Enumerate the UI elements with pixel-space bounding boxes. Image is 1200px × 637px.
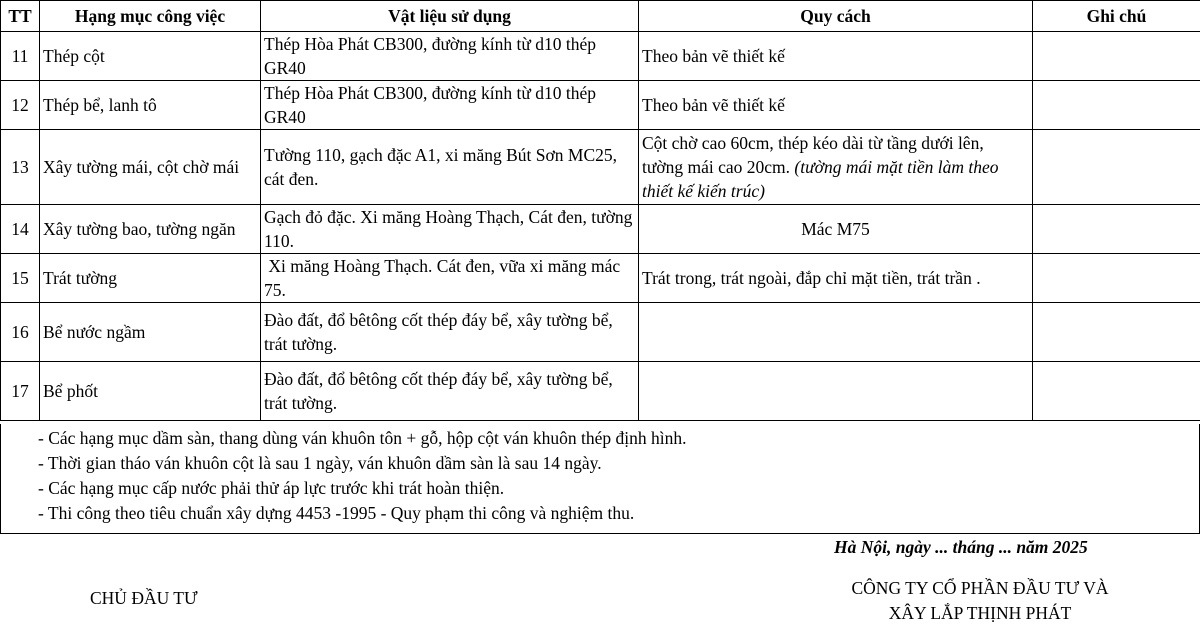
- row-spec: [639, 303, 1033, 362]
- table-row: [1, 130, 1200, 205]
- row-material: Thép Hòa Phát CB300, đường kính từ d10 thép GR40: [261, 81, 639, 130]
- row-spec-text: Theo bản vẽ thiết kế: [642, 95, 785, 115]
- table-row: [1, 81, 1200, 130]
- row-tt: 17: [1, 362, 40, 421]
- row-tt: 14: [1, 205, 40, 254]
- table-row: [1, 205, 1200, 254]
- row-material: Xi măng Hoàng Thạch. Cát đen, vữa xi măng mác 75.: [261, 254, 639, 303]
- company-name-line2: XÂY LẮP THỊNH PHÁT: [888, 603, 1072, 623]
- row-spec-text: Mác M75: [801, 219, 870, 239]
- row-tt: 16: [1, 303, 40, 362]
- header-tt: TT: [1, 1, 40, 32]
- owner-signature-label: CHỦ ĐẦU TƯ: [90, 588, 198, 608]
- row-spec: [639, 254, 1033, 303]
- header-item: Hạng mục công việc: [40, 1, 261, 32]
- company-signature-label: [830, 576, 1130, 626]
- company-name-line1: CÔNG TY CỔ PHẦN ĐẦU TƯ VÀ: [851, 578, 1109, 598]
- row-note: [1033, 362, 1200, 421]
- notes-box: [0, 424, 1200, 534]
- row-spec: [639, 81, 1033, 130]
- note-line: - Các hạng mục dầm sàn, thang dùng ván khuôn tôn + gỗ, hộp cột ván khuôn thép định hình.: [38, 428, 687, 448]
- row-item: Thép bể, lanh tô: [40, 81, 261, 130]
- table-row: [1, 303, 1200, 362]
- row-spec-text: Cột chờ cao 60cm, thép kéo dài từ tầng dưới lên, tường mái cao 20cm.: [642, 133, 984, 177]
- row-material: Gạch đỏ đặc. Xi măng Hoàng Thạch, Cát đen, tường 110.: [261, 205, 639, 254]
- header-note: Ghi chú: [1033, 1, 1200, 32]
- row-item: Trát tường: [40, 254, 261, 303]
- row-note: [1033, 81, 1200, 130]
- row-item: Thép cột: [40, 32, 261, 81]
- table-row: [1, 362, 1200, 421]
- row-note: [1033, 32, 1200, 81]
- row-tt: 11: [1, 32, 40, 81]
- date-line: Hà Nội, ngày ... tháng ... năm 2025: [834, 537, 1088, 557]
- row-note: [1033, 130, 1200, 205]
- row-spec-italic-note: (tường mái mặt tiền làm theo thiết kế kiến trúc): [642, 157, 999, 201]
- row-item: Xây tường bao, tường ngăn: [40, 205, 261, 254]
- row-item: Xây tường mái, cột chờ mái: [40, 130, 261, 205]
- row-material: Thép Hòa Phát CB300, đường kính từ d10 thép GR40: [261, 32, 639, 81]
- table-row: [1, 32, 1200, 81]
- row-tt: 12: [1, 81, 40, 130]
- row-spec-text: Theo bản vẽ thiết kế: [642, 46, 785, 66]
- row-spec: [639, 32, 1033, 81]
- row-tt: 13: [1, 130, 40, 205]
- row-spec: [639, 205, 1033, 254]
- row-spec-text: Trát trong, trát ngoài, đắp chỉ mặt tiền, trát trần .: [642, 268, 981, 288]
- table-row: [1, 254, 1200, 303]
- header-material: Vật liệu sử dụng: [261, 1, 639, 32]
- header-spec: Quy cách: [639, 1, 1033, 32]
- note-line: - Thi công theo tiêu chuẩn xây dựng 4453 -1995 - Quy phạm thi công và nghiệm thu.: [38, 503, 635, 523]
- row-material: Tường 110, gạch đặc A1, xi măng Bút Sơn MC25, cát đen.: [261, 130, 639, 205]
- row-tt: 15: [1, 254, 40, 303]
- note-line: - Các hạng mục cấp nước phải thử áp lực trước khi trát hoàn thiện.: [38, 478, 505, 498]
- row-spec: [639, 362, 1033, 421]
- row-material: Đào đất, đổ bêtông cốt thép đáy bể, xây tường bể, trát tường.: [261, 362, 639, 421]
- table-header-row: [1, 1, 1200, 32]
- row-note: [1033, 303, 1200, 362]
- note-line: - Thời gian tháo ván khuôn cột là sau 1 ngày, ván khuôn dầm sàn là sau 14 ngày.: [38, 453, 602, 473]
- row-spec: [639, 130, 1033, 205]
- row-note: [1033, 205, 1200, 254]
- row-note: [1033, 254, 1200, 303]
- row-material: Đào đất, đổ bêtông cốt thép đáy bể, xây tường bể, trát tường.: [261, 303, 639, 362]
- row-item: Bể nước ngầm: [40, 303, 261, 362]
- row-item: Bể phốt: [40, 362, 261, 421]
